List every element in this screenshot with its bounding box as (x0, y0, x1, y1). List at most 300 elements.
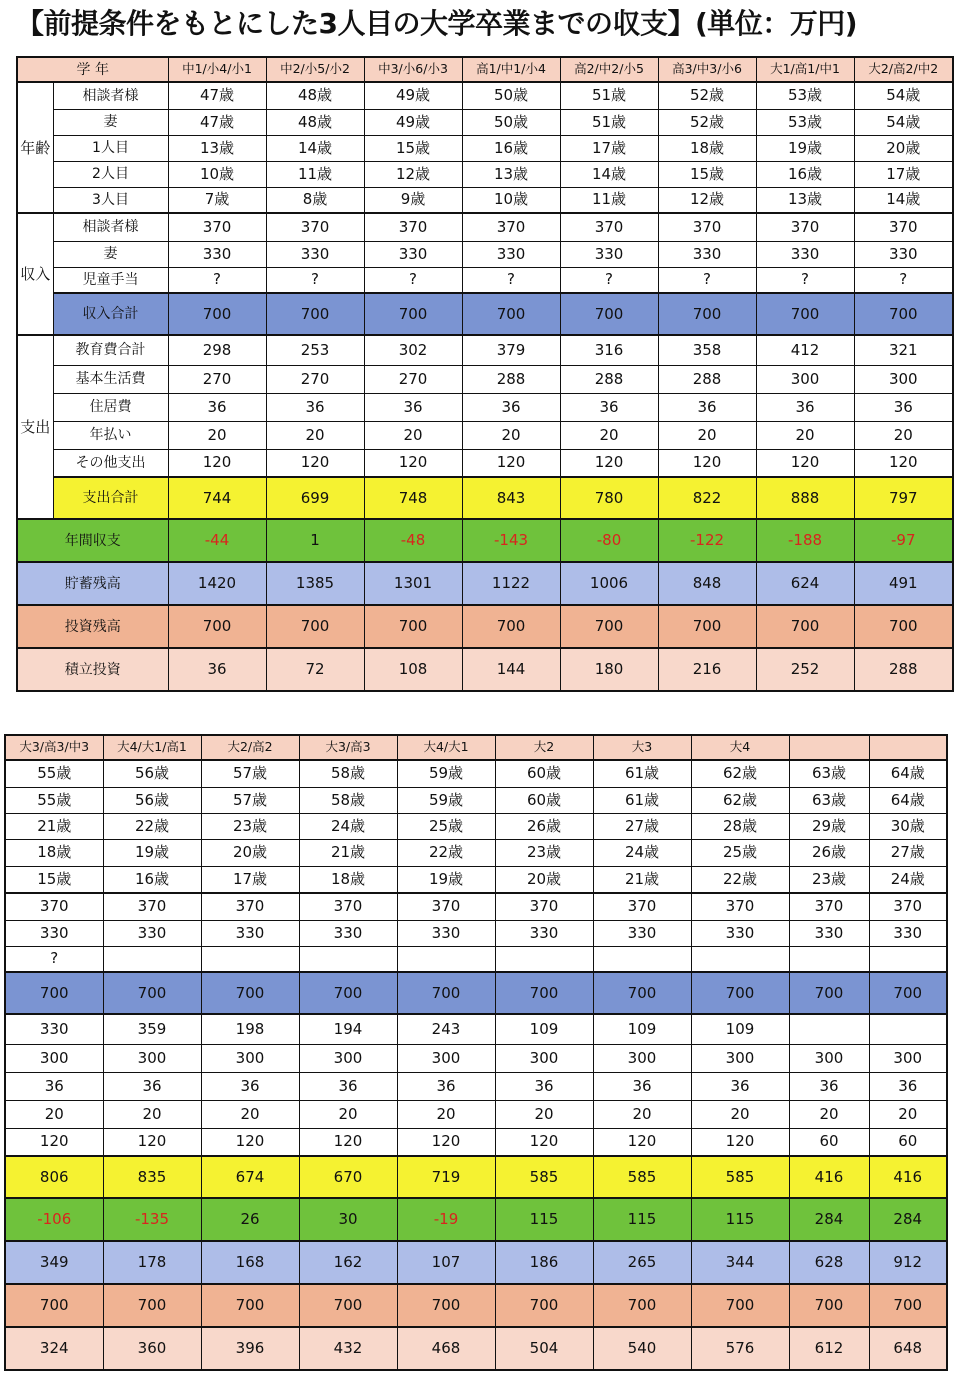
row-label: 妻 (53, 241, 168, 267)
value-cell: 330 (397, 920, 495, 946)
value-cell: 50歳 (462, 109, 560, 135)
value-cell: 1420 (168, 562, 266, 605)
table-row (17, 605, 953, 648)
value-cell: 21歳 (593, 866, 691, 893)
value-cell: 330 (691, 920, 789, 946)
grade-cell: 大3/高3 (299, 735, 397, 760)
value-cell: 36 (168, 648, 266, 691)
value-cell: 700 (299, 1284, 397, 1327)
value-cell: 47歳 (168, 109, 266, 135)
value-cell: 288 (560, 365, 658, 393)
value-cell: 300 (854, 365, 953, 393)
value-cell: 700 (869, 972, 947, 1014)
value-cell: 20 (103, 1100, 201, 1128)
row-label: 相談者様 (53, 82, 168, 109)
value-cell: 56歳 (103, 760, 201, 787)
table-row (5, 1072, 947, 1100)
table-row (5, 735, 947, 760)
value-cell: 396 (201, 1327, 299, 1370)
value-cell: 744 (168, 477, 266, 519)
value-cell: 109 (593, 1014, 691, 1044)
value-cell: 168 (201, 1241, 299, 1284)
table-row (17, 57, 953, 82)
value-cell: 288 (658, 365, 756, 393)
grade-cell: 大3/高3/中3 (5, 735, 103, 760)
value-cell: 18歳 (658, 135, 756, 161)
value-cell: 700 (397, 972, 495, 1014)
value-cell: 700 (201, 1284, 299, 1327)
table-row (5, 1100, 947, 1128)
value-cell: 1122 (462, 562, 560, 605)
value-cell: ? (462, 267, 560, 293)
value-cell: ? (266, 267, 364, 293)
value-cell: 17歳 (854, 161, 953, 187)
value-cell: 412 (756, 335, 854, 365)
row-label: 貯蓄残高 (17, 562, 168, 605)
value-cell: 324 (5, 1327, 103, 1370)
value-cell: 300 (299, 1044, 397, 1072)
value-cell: -188 (756, 519, 854, 562)
value-cell: 198 (201, 1014, 299, 1044)
value-cell: 576 (691, 1327, 789, 1370)
value-cell: 330 (560, 241, 658, 267)
value-cell: 624 (756, 562, 854, 605)
value-cell: 648 (869, 1327, 947, 1370)
value-cell (789, 1014, 869, 1044)
value-cell: 36 (364, 393, 462, 421)
value-cell: 416 (869, 1156, 947, 1198)
value-cell: 36 (397, 1072, 495, 1100)
grade-cell: 中2/小5/小2 (266, 57, 364, 82)
value-cell: 51歳 (560, 109, 658, 135)
value-cell (201, 946, 299, 972)
value-cell: 120 (299, 1128, 397, 1156)
value-cell: 270 (364, 365, 462, 393)
value-cell: 23歳 (789, 866, 869, 893)
value-cell: 806 (5, 1156, 103, 1198)
value-cell: 55歳 (5, 760, 103, 787)
grade-cell: 大2/高2 (201, 735, 299, 760)
value-cell: 120 (495, 1128, 593, 1156)
value-cell: 12歳 (364, 161, 462, 187)
table-row (17, 519, 953, 562)
value-cell: 27歳 (593, 813, 691, 839)
value-cell: 700 (756, 293, 854, 335)
value-cell: 628 (789, 1241, 869, 1284)
value-cell: 15歳 (658, 161, 756, 187)
table-row (5, 787, 947, 813)
value-cell: 330 (364, 241, 462, 267)
table-row (17, 161, 953, 187)
value-cell: 60歳 (495, 760, 593, 787)
table-row (5, 866, 947, 893)
value-cell: 22歳 (691, 866, 789, 893)
value-cell: 370 (103, 893, 201, 920)
value-cell: 780 (560, 477, 658, 519)
grade-cell: 中3/小6/小3 (364, 57, 462, 82)
value-cell: -106 (5, 1198, 103, 1241)
value-cell: 120 (201, 1128, 299, 1156)
value-cell: 797 (854, 477, 953, 519)
value-cell: 120 (168, 449, 266, 477)
value-cell: 370 (756, 213, 854, 241)
value-cell: 360 (103, 1327, 201, 1370)
value-cell: 370 (266, 213, 364, 241)
value-cell: 48歳 (266, 82, 364, 109)
value-cell: 20歳 (495, 866, 593, 893)
value-cell: 20 (560, 421, 658, 449)
value-cell: 20 (168, 421, 266, 449)
value-cell: 370 (869, 893, 947, 920)
value-cell: 59歳 (397, 787, 495, 813)
value-cell: 36 (756, 393, 854, 421)
value-cell: 822 (658, 477, 756, 519)
value-cell: 12歳 (658, 187, 756, 213)
value-cell: 61歳 (593, 787, 691, 813)
value-cell: 120 (5, 1128, 103, 1156)
value-cell (691, 946, 789, 972)
grade-cell: 中1/小4/小1 (168, 57, 266, 82)
value-cell: 300 (691, 1044, 789, 1072)
value-cell: 186 (495, 1241, 593, 1284)
cashflow-table-2 (4, 734, 948, 1371)
value-cell: -19 (397, 1198, 495, 1241)
row-label: 相談者様 (53, 213, 168, 241)
value-cell: -80 (560, 519, 658, 562)
value-cell: 300 (5, 1044, 103, 1072)
value-cell: 1301 (364, 562, 462, 605)
value-cell: 36 (462, 393, 560, 421)
value-cell: 700 (560, 293, 658, 335)
value-cell: 120 (593, 1128, 691, 1156)
value-cell: ? (5, 946, 103, 972)
value-cell: 700 (854, 293, 953, 335)
value-cell: 16歳 (462, 135, 560, 161)
category-income: 収入 (17, 213, 53, 335)
value-cell: 700 (593, 1284, 691, 1327)
value-cell: 51歳 (560, 82, 658, 109)
value-cell: 300 (593, 1044, 691, 1072)
grade-header: 学 年 (17, 57, 168, 82)
value-cell: 109 (691, 1014, 789, 1044)
value-cell: 370 (364, 213, 462, 241)
value-cell: 700 (658, 293, 756, 335)
value-cell: 36 (789, 1072, 869, 1100)
value-cell: 468 (397, 1327, 495, 1370)
value-cell: 22歳 (397, 839, 495, 866)
value-cell: 29歳 (789, 813, 869, 839)
table-row (5, 1284, 947, 1327)
page-title: 【前提条件をもとにした3人目の大学卒業までの収支】(単位：万円) (16, 7, 858, 40)
row-label: 収入合計 (53, 293, 168, 335)
value-cell: 300 (869, 1044, 947, 1072)
table-row (17, 335, 953, 365)
value-cell: 288 (854, 648, 953, 691)
value-cell: 20 (658, 421, 756, 449)
value-cell: 55歳 (5, 787, 103, 813)
value-cell: 36 (658, 393, 756, 421)
row-label: 住居費 (53, 393, 168, 421)
value-cell: 1006 (560, 562, 658, 605)
grade-cell: 高3/中3/小6 (658, 57, 756, 82)
value-cell: 63歳 (789, 787, 869, 813)
row-label: 2人目 (53, 161, 168, 187)
value-cell: -135 (103, 1198, 201, 1241)
value-cell: ? (658, 267, 756, 293)
value-cell: -44 (168, 519, 266, 562)
value-cell: 700 (691, 972, 789, 1014)
value-cell: 284 (789, 1198, 869, 1241)
value-cell: 674 (201, 1156, 299, 1198)
value-cell: 59歳 (397, 760, 495, 787)
value-cell: 670 (299, 1156, 397, 1198)
value-cell: 432 (299, 1327, 397, 1370)
value-cell: 107 (397, 1241, 495, 1284)
value-cell: 9歳 (364, 187, 462, 213)
row-label: 積立投資 (17, 648, 168, 691)
value-cell: 26歳 (495, 813, 593, 839)
value-cell: 144 (462, 648, 560, 691)
row-label: 妻 (53, 109, 168, 135)
value-cell: 330 (5, 1014, 103, 1044)
table-row (5, 813, 947, 839)
value-cell: 21歳 (299, 839, 397, 866)
row-label: 支出合計 (53, 477, 168, 519)
value-cell: 416 (789, 1156, 869, 1198)
table-row (5, 1198, 947, 1241)
table-row (17, 187, 953, 213)
value-cell: 109 (495, 1014, 593, 1044)
value-cell: 719 (397, 1156, 495, 1198)
table-row (17, 393, 953, 421)
value-cell: 21歳 (5, 813, 103, 839)
value-cell: 60 (869, 1128, 947, 1156)
value-cell: 344 (691, 1241, 789, 1284)
value-cell: 20 (691, 1100, 789, 1128)
value-cell: 700 (869, 1284, 947, 1327)
value-cell: 36 (593, 1072, 691, 1100)
value-cell: 370 (462, 213, 560, 241)
value-cell: 64歳 (869, 760, 947, 787)
value-cell: 62歳 (691, 787, 789, 813)
row-label: その他支出 (53, 449, 168, 477)
grade-cell: 高1/中1/小4 (462, 57, 560, 82)
row-label: 年間収支 (17, 519, 168, 562)
value-cell: 178 (103, 1241, 201, 1284)
table-row (17, 562, 953, 605)
value-cell: 7歳 (168, 187, 266, 213)
value-cell: 700 (658, 605, 756, 648)
table-row (17, 648, 953, 691)
value-cell: 20歳 (854, 135, 953, 161)
value-cell: 120 (854, 449, 953, 477)
value-cell: -48 (364, 519, 462, 562)
value-cell: 180 (560, 648, 658, 691)
value-cell: 56歳 (103, 787, 201, 813)
value-cell: 700 (266, 293, 364, 335)
value-cell: 370 (168, 213, 266, 241)
value-cell: 52歳 (658, 109, 756, 135)
value-cell: 26 (201, 1198, 299, 1241)
value-cell: 20 (869, 1100, 947, 1128)
value-cell: 330 (869, 920, 947, 946)
value-cell: 300 (201, 1044, 299, 1072)
value-cell: 300 (397, 1044, 495, 1072)
value-cell: 20 (5, 1100, 103, 1128)
value-cell: 53歳 (756, 109, 854, 135)
value-cell: 58歳 (299, 787, 397, 813)
value-cell: 330 (168, 241, 266, 267)
value-cell: 63歳 (789, 760, 869, 787)
value-cell: 370 (299, 893, 397, 920)
value-cell: 300 (789, 1044, 869, 1072)
value-cell: -97 (854, 519, 953, 562)
value-cell: 27歳 (869, 839, 947, 866)
value-cell: 10歳 (462, 187, 560, 213)
value-cell: 20 (789, 1100, 869, 1128)
table-row (5, 893, 947, 920)
value-cell (869, 946, 947, 972)
value-cell: 36 (854, 393, 953, 421)
value-cell: ? (364, 267, 462, 293)
value-cell: 36 (560, 393, 658, 421)
value-cell: 194 (299, 1014, 397, 1044)
table-row (5, 972, 947, 1014)
grade-cell: 高2/中2/小5 (560, 57, 658, 82)
value-cell: 25歳 (397, 813, 495, 839)
row-label: 教育費合計 (53, 335, 168, 365)
table-row (17, 267, 953, 293)
table-row (5, 1044, 947, 1072)
value-cell (397, 946, 495, 972)
table-row (5, 946, 947, 972)
value-cell: 28歳 (691, 813, 789, 839)
value-cell: 700 (789, 1284, 869, 1327)
value-cell: 700 (691, 1284, 789, 1327)
value-cell: 36 (201, 1072, 299, 1100)
table-row (17, 449, 953, 477)
grade-cell: 大4/大1/高1 (103, 735, 201, 760)
value-cell: 700 (789, 972, 869, 1014)
value-cell (103, 946, 201, 972)
value-cell: ? (560, 267, 658, 293)
value-cell: 120 (756, 449, 854, 477)
value-cell: 700 (495, 972, 593, 1014)
category-age: 年齢 (17, 82, 53, 213)
value-cell: 700 (168, 293, 266, 335)
row-label: 投資残高 (17, 605, 168, 648)
value-cell: 15歳 (5, 866, 103, 893)
value-cell: 64歳 (869, 787, 947, 813)
value-cell: ? (854, 267, 953, 293)
value-cell: 36 (266, 393, 364, 421)
value-cell: 888 (756, 477, 854, 519)
value-cell: 700 (299, 972, 397, 1014)
value-cell: 30 (299, 1198, 397, 1241)
value-cell: 253 (266, 335, 364, 365)
value-cell: 162 (299, 1241, 397, 1284)
value-cell: 60 (789, 1128, 869, 1156)
value-cell: 585 (691, 1156, 789, 1198)
table-row (5, 1156, 947, 1198)
value-cell: 585 (593, 1156, 691, 1198)
value-cell: 50歳 (462, 82, 560, 109)
value-cell: 20 (756, 421, 854, 449)
value-cell: 25歳 (691, 839, 789, 866)
value-cell: 300 (495, 1044, 593, 1072)
value-cell: 20 (299, 1100, 397, 1128)
value-cell (299, 946, 397, 972)
value-cell: 700 (364, 293, 462, 335)
value-cell: 57歳 (201, 760, 299, 787)
table-row (5, 1014, 947, 1044)
value-cell: 54歳 (854, 109, 953, 135)
value-cell: 585 (495, 1156, 593, 1198)
grade-cell: 大4/大1 (397, 735, 495, 760)
grade-cell (869, 735, 947, 760)
value-cell: 61歳 (593, 760, 691, 787)
value-cell: 300 (756, 365, 854, 393)
value-cell: 17歳 (560, 135, 658, 161)
value-cell: 330 (756, 241, 854, 267)
value-cell: 36 (495, 1072, 593, 1100)
value-cell: 370 (397, 893, 495, 920)
value-cell: 330 (103, 920, 201, 946)
value-cell: 330 (593, 920, 691, 946)
value-cell: 540 (593, 1327, 691, 1370)
value-cell: 216 (658, 648, 756, 691)
value-cell: 491 (854, 562, 953, 605)
value-cell: 120 (691, 1128, 789, 1156)
value-cell: 20 (364, 421, 462, 449)
value-cell: 14歳 (854, 187, 953, 213)
value-cell: 49歳 (364, 109, 462, 135)
value-cell (495, 946, 593, 972)
value-cell: 17歳 (201, 866, 299, 893)
value-cell: 848 (658, 562, 756, 605)
value-cell: 288 (462, 365, 560, 393)
table-row (17, 477, 953, 519)
value-cell: 700 (103, 972, 201, 1014)
value-cell: 270 (266, 365, 364, 393)
value-cell: 10歳 (168, 161, 266, 187)
value-cell: 53歳 (756, 82, 854, 109)
value-cell: 13歳 (756, 187, 854, 213)
value-cell: 316 (560, 335, 658, 365)
table-row (5, 839, 947, 866)
value-cell: 321 (854, 335, 953, 365)
value-cell: 252 (756, 648, 854, 691)
value-cell: 370 (593, 893, 691, 920)
table-row (5, 920, 947, 946)
grade-cell: 大4 (691, 735, 789, 760)
value-cell: 30歳 (869, 813, 947, 839)
table-row (17, 293, 953, 335)
value-cell: 36 (299, 1072, 397, 1100)
value-cell: 330 (658, 241, 756, 267)
value-cell: 48歳 (266, 109, 364, 135)
value-cell: 330 (789, 920, 869, 946)
value-cell: 358 (658, 335, 756, 365)
value-cell: 370 (789, 893, 869, 920)
value-cell: 36 (5, 1072, 103, 1100)
value-cell: 19歳 (397, 866, 495, 893)
row-label: 基本生活費 (53, 365, 168, 393)
grade-cell: 大2 (495, 735, 593, 760)
category-expense: 支出 (17, 335, 53, 519)
grade-cell: 大1/高1/中1 (756, 57, 854, 82)
value-cell: 18歳 (299, 866, 397, 893)
